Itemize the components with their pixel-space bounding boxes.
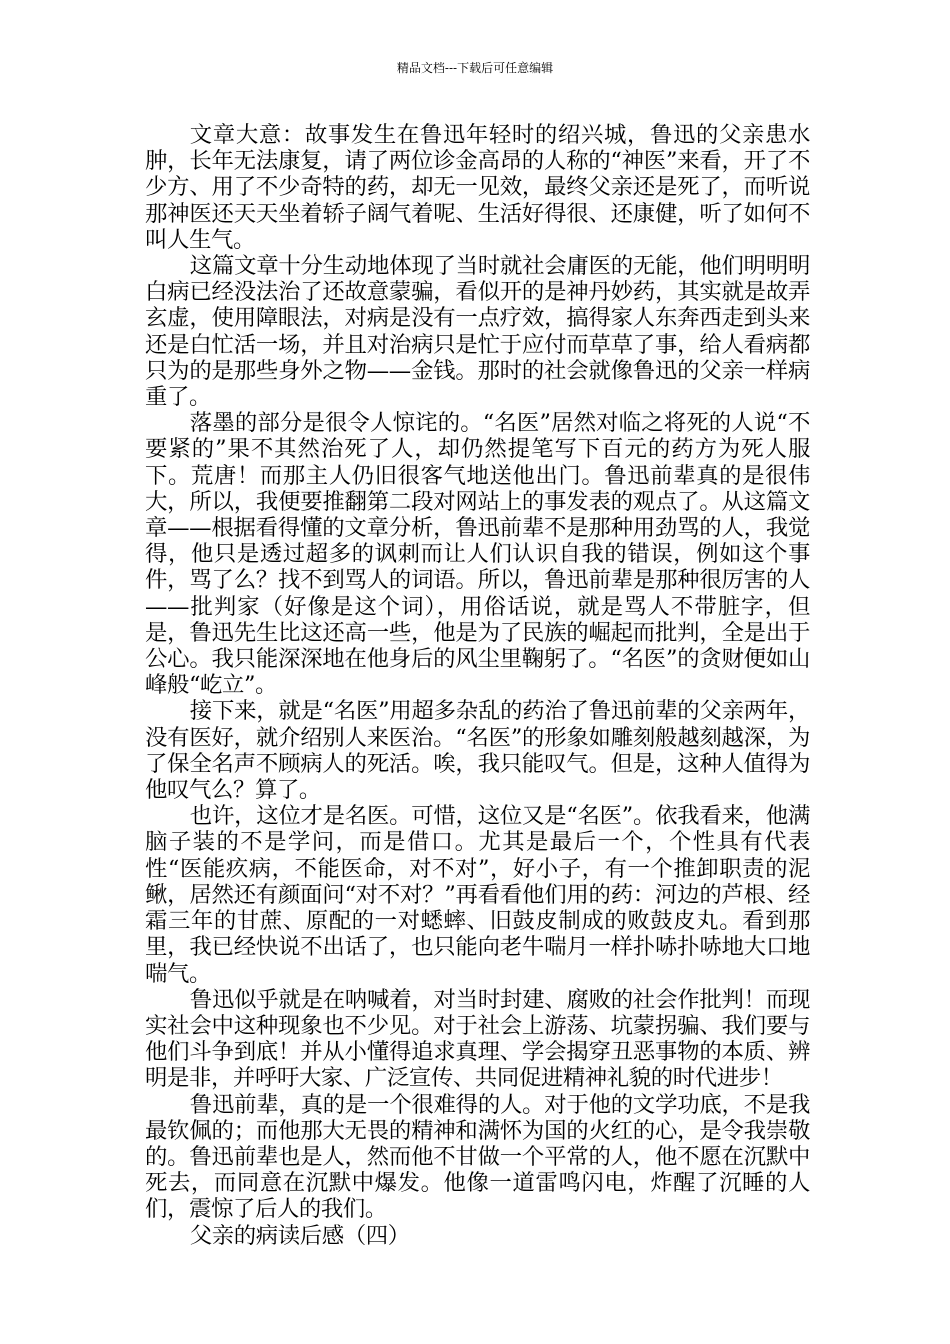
page-header: 精品文档---下载后可任意编辑 — [396, 61, 554, 75]
paragraph-summary: 文章大意：故事发生在鲁迅年轻时的绍兴城，鲁迅的父亲患水肿，长年无法康复，请了两位诊金高昂的人称的“神医”来看，开了不少方、用了不少奇特的药，却无一见效，最终父亲还是死了，而听说那神医还天天坐着轿子阔气着呢、生活好得很、还康健，听了如何不叫人生气。 — [145, 122, 810, 253]
document-body — [145, 122, 810, 1249]
paragraph-admiration: 鲁迅前辈，真的是一个很难得的人。对于他的文学功底，不是我最钦佩的；而他那大无畏的精神和满怀为国的火红的心，是令我崇敬的。鲁迅前辈也是人，然而他不甘做一个平常的人，他不愿在沉默中死去，而同意在沉默中爆发。他像一道雷鸣闪电，炸醒了沉睡的人们，震惊了后人的我们。 — [145, 1091, 810, 1223]
section-heading: 父亲的病读后感（四） — [189, 1222, 410, 1249]
paragraph-second-doctor: 也许，这位才是名医。可惜，这位又是“名医”。依我看来，他满脑子装的不是学问，而是借口。尤其是最后一个，个性具有代表性“医能疚病，不能医命，对不对”，好小子，有一个推卸职责的泥鳅，居然还有颜面问“对不对？”再看看他们用的药：河边的芦根、经霜三年的甘蔗、原配的一对蟋蟀、旧鼓皮制成的败鼓皮丸。看到那里，我已经快说不出话了，也只能向老牛喘月一样扑哧扑哧地大口地喘气。 — [145, 803, 810, 987]
paragraph-criticism: 鲁迅似乎就是在呐喊着，对当时封建、腐败的社会作批判！而现实社会中这种现象也不少见。对于社会上游荡、坑蒙拐骗、我们要与他们斗争到底！并从小懂得追求真理、学会揭穿丑恶事物的本质、辨明是非，并呼吁大家、广泛宣传、共同促进精神礼貌的时代进步！ — [145, 986, 810, 1092]
paragraph-two-years: 接下来，就是“名医”用超多杂乱的药治了鲁迅前辈的父亲两年，没有医好，就介绍别人来医治。“名医”的形象如雕刻般越刻越深，为了保全名声不顾病人的死活。唉，我只能叹气。但是，这种人值得为他叹气么？算了。 — [145, 698, 810, 804]
paragraph-famous-doctor: 落墨的部分是很令人惊诧的。“名医”居然对临之将死的人说“不要紧的”果不其然治死了人，却仍然提笔写下百元的药方为死人服下。荒唐！而那主人仍旧很客气地送他出门。鲁迅前辈真的是很伟大，所以，我便要推翻第二段对网站上的事发表的观点了。从这篇文章——根据看得懂的文章分析，鲁迅前辈不是那种用劲骂的人，我觉得，他只是透过超多的讽刺而让人们认识自我的错误，例如这个事件，骂了么？找不到骂人的词语。所以，鲁迅前辈是那种很厉害的人——批判家（好像是这个词），用俗话说，就是骂人不带脏字，但是，鲁迅先生比这还高一些，他是为了民族的崛起而批判，全是出于公心。我只能深深地在他身后的风尘里鞠躬了。“名医”的贪财便如山峰般“屹立”。 — [145, 410, 810, 699]
paragraph-quack-doctors: 这篇文章十分生动地体现了当时就社会庸医的无能，他们明明明白病已经没法治了还故意蒙骗，看似开的是神丹妙药，其实就是故弄玄虚，使用障眼法，对病是没有一点疗效，搞得家人东奔西走到头来还是白忙活一场，并且对治病只是忙于应付而草草了事，给人看病都只为的是那些身外之物——金钱。那时的社会就像鲁迅的父亲一样病重了。 — [145, 253, 810, 411]
